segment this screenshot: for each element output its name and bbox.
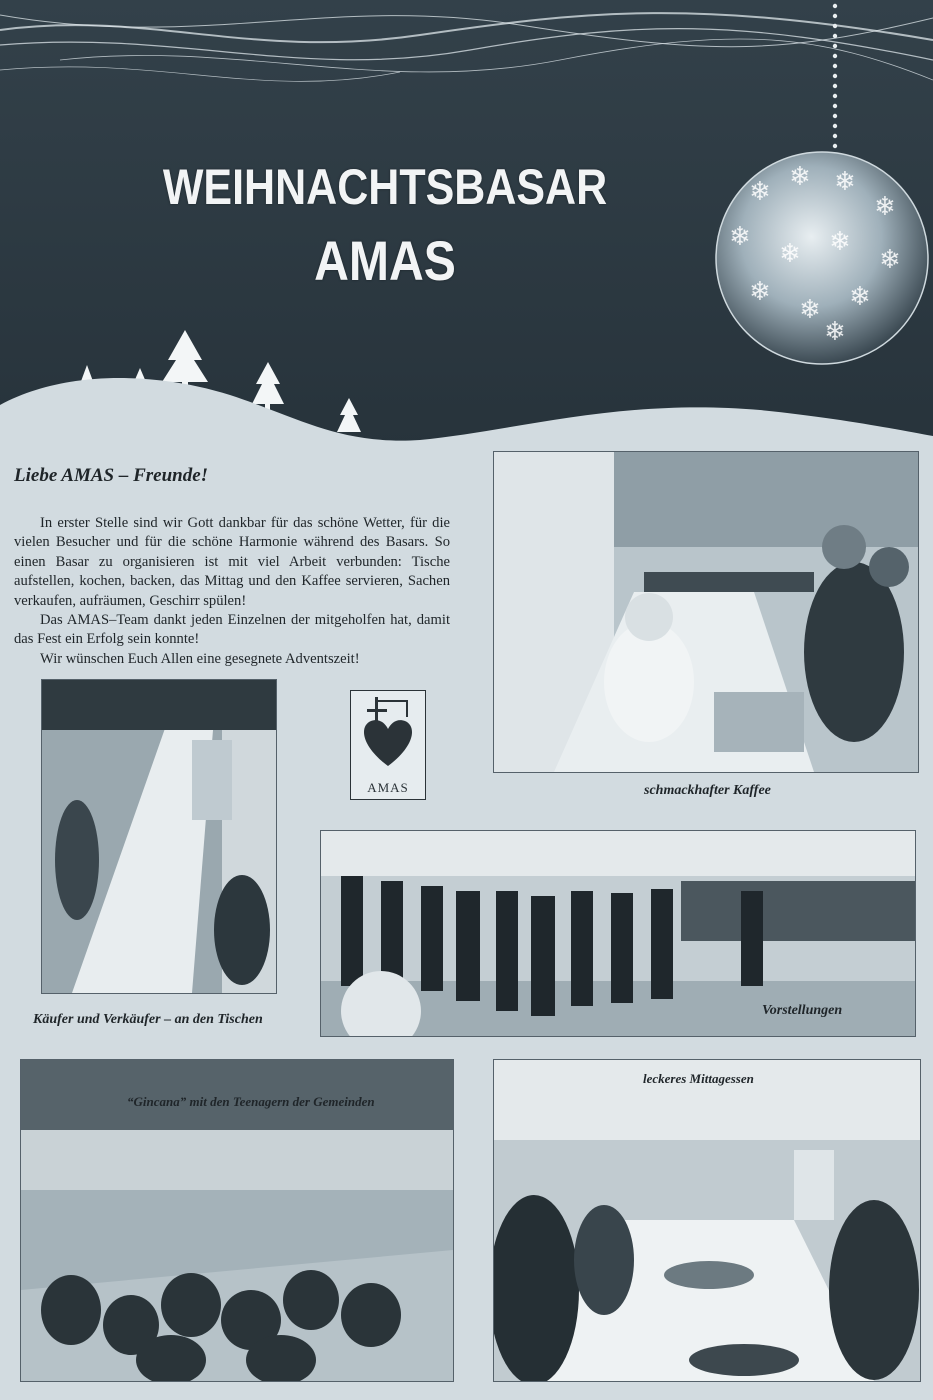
letter-paragraph: In erster Stelle sind wir Gott dankbar für das schöne Wetter, für die vielen Besucher und für die schöne Harmonie während des Basars. So einen Basar zu organisieren ist mit viel Arbeit verbunden: Tische aufstellen, kochen, backen, das Mittag und den Kaffee servieren, Sachen verkaufen, aufräumen, Geschirr spülen! (14, 515, 450, 609)
amas-logo (350, 690, 426, 800)
caption-tischen: Käufer und Verkäufer – an den Tischen (33, 1012, 263, 1027)
svg-text:❄: ❄ (849, 282, 871, 312)
caption-gincana: “Gincana” mit den Teenagern der Gemeinden (127, 1094, 375, 1109)
caption-kaffee: schmackhafter Kaffee (644, 783, 771, 798)
page-subtitle: AMAS (314, 229, 456, 292)
svg-text:❄: ❄ (789, 162, 811, 192)
svg-text:❄: ❄ (829, 227, 851, 257)
header-banner (0, 0, 933, 450)
photo-tischen (41, 679, 277, 994)
heart-cross-icon (351, 691, 425, 781)
svg-text:❄: ❄ (729, 222, 751, 252)
ornament-ball-icon (716, 152, 928, 364)
letter-greeting: Liebe AMAS – Freunde! (14, 465, 209, 486)
svg-text:❄: ❄ (834, 167, 856, 197)
caption-mittagessen: leckeres Mittagessen (643, 1071, 754, 1086)
letter-paragraph: Das AMAS–Team dankt jeden Einzelnen der mitgeholfen hat, damit das Fest ein Erfolg sein konnte! (14, 612, 450, 648)
header-background (0, 0, 933, 450)
logo-text: AMAS (367, 780, 409, 795)
svg-text:❄: ❄ (779, 239, 801, 269)
svg-text:❄: ❄ (879, 245, 901, 275)
svg-text:❄: ❄ (749, 177, 771, 207)
letter-paragraph: Wir wünschen Euch Allen eine gesegnete Adventszeit! (40, 650, 360, 667)
photo-kaffee (493, 451, 919, 773)
svg-text:❄: ❄ (749, 277, 771, 307)
svg-text:❄: ❄ (874, 192, 896, 222)
caption-vorstellungen: Vorstellungen (762, 1003, 843, 1018)
letter-body (14, 514, 450, 669)
photo-mittagessen (493, 1059, 921, 1382)
page-title: WEIHNACHTSBASAR (162, 159, 608, 215)
svg-text:❄: ❄ (824, 317, 846, 347)
svg-text:❄: ❄ (799, 295, 821, 325)
ornament-string (833, 4, 837, 148)
